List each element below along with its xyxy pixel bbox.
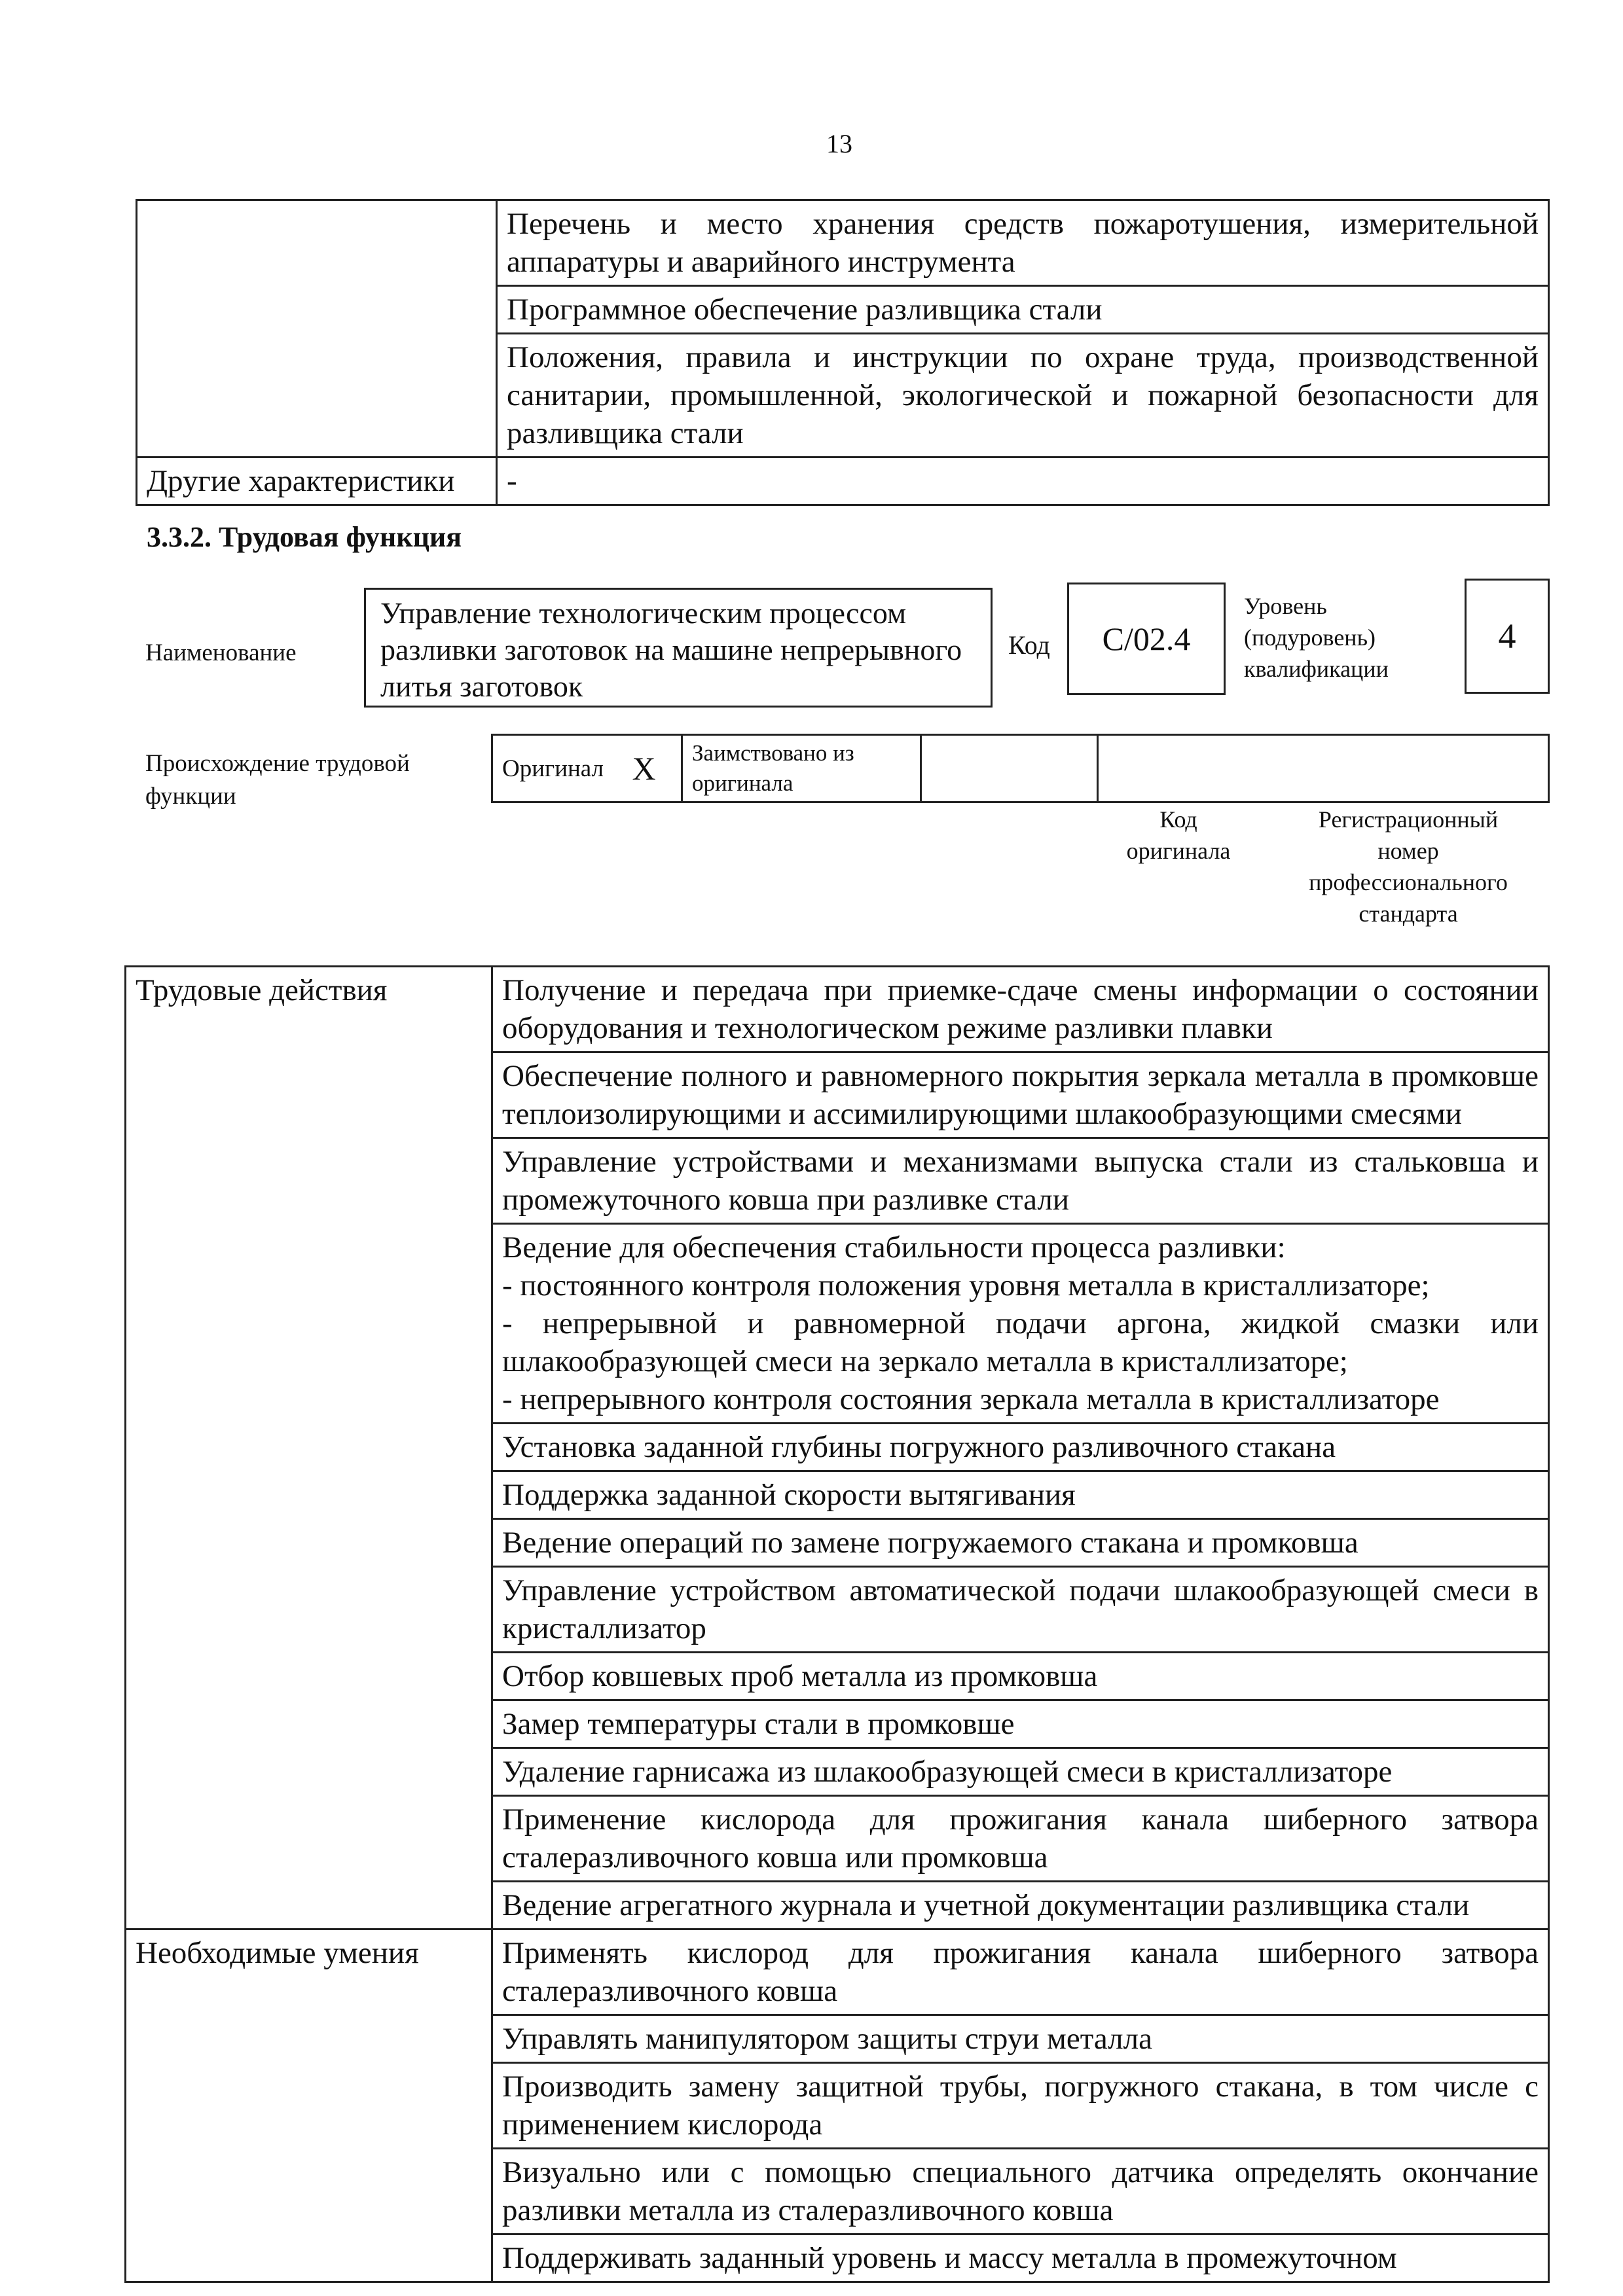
table-cell: Перечень и место хранения средств пожаротушения, измерительной аппаратуры и аварийного инструмента: [497, 200, 1549, 286]
original-code-cell: [921, 735, 1098, 802]
labor-action-item: Установка заданной глубины погружного разливочного стакана: [492, 1424, 1549, 1471]
labor-action-item: Управление устройствами и механизмами выпуска стали из стальковша и промежуточного ковша при разливке стали: [492, 1138, 1549, 1224]
origin-label: Происхождение трудовой функции: [145, 750, 410, 810]
labor-actions-label: Трудовые действия: [126, 967, 492, 1929]
labor-action-item: Поддержка заданной скорости вытягивания: [492, 1471, 1549, 1519]
level-value-box: 4: [1465, 579, 1550, 694]
function-name-box: Управление технологическим процессом разливки заготовок на машине непрерывного литья заготовок: [364, 588, 993, 708]
page-number: 13: [826, 129, 852, 158]
labor-action-item: Замер температуры стали в промковше: [492, 1700, 1549, 1748]
skill-item: Применять кислород для прожигания канала шиберного затвора сталеразливочного ковша: [492, 1929, 1549, 2015]
skill-item: Производить замену защитной трубы, погружного стакана, в том числе с применением кислорода: [492, 2063, 1549, 2149]
labor-action-item: Получение и передача при приемке-сдаче смены информации о состоянии оборудования и технологическом режиме разливки плавки: [492, 967, 1549, 1052]
original-mark: X: [623, 735, 682, 802]
skill-item: Управлять манипулятором защиты струи металла: [492, 2015, 1549, 2063]
table-row-label: [137, 200, 497, 457]
labor-action-item: Применение кислорода для прожигания канала шиберного затвора сталеразливочного ковша или промковша: [492, 1796, 1549, 1882]
labor-action-item: Ведение агрегатного журнала и учетной документации разливщика стали: [492, 1882, 1549, 1929]
code-value-box: C/02.4: [1067, 583, 1226, 695]
skills-label: Необходимые умения: [126, 1929, 492, 2282]
borrowed-label: Заимствовано из оригинала: [682, 735, 921, 802]
table-cell: Положения, правила и инструкции по охране труда, производственной санитарии, промышленной, экологической и пожарной безопасности для разливщика стали: [497, 334, 1549, 457]
registration-caption: Регистрационный номер профессионального стандарта: [1309, 806, 1508, 927]
level-label: Уровень (подуровень) квалификации: [1244, 593, 1389, 682]
table-row-label: Другие характеристики: [137, 457, 497, 505]
origin-table: [491, 734, 1550, 803]
labor-action-item: Обеспечение полного и равномерного покрытия зеркала металла в промковше теплоизолирующими и ассимилирующими шлакообразующими смесями: [492, 1052, 1549, 1138]
name-label: Наименование: [145, 639, 297, 666]
top-characteristics-table: [136, 199, 1550, 506]
labor-function-table: [124, 965, 1550, 2283]
labor-action-item: Удаление гарнисажа из шлакообразующей смеси в кристаллизаторе: [492, 1748, 1549, 1796]
labor-action-item: Ведение операций по замене погружаемого стакана и промковша: [492, 1519, 1549, 1567]
labor-action-item: Ведение для обеспечения стабильности процесса разливки: - постоянного контроля положения уровня металла в кристаллизаторе; - непрерывной и равномерной подачи аргона, жидкой смазки или шлакообразующей смеси на зеркало металла в кристаллизаторе; - непрерывного контроля состояния зеркала металла в кристаллизаторе: [492, 1224, 1549, 1424]
section-title: 3.3.2. Трудовая функция: [147, 521, 462, 553]
table-cell: Программное обеспечение разливщика стали: [497, 286, 1549, 334]
skill-item: Поддерживать заданный уровень и массу металла в промежуточном: [492, 2234, 1549, 2282]
table-cell: -: [497, 457, 1549, 505]
skill-item: Визуально или с помощью специального датчика определять окончание разливки металла из сталеразливочного ковша: [492, 2149, 1549, 2234]
labor-action-item: Отбор ковшевых проб металла из промковша: [492, 1653, 1549, 1700]
original-label: Оригинал: [492, 735, 623, 802]
code-label: Код: [1008, 630, 1050, 660]
labor-action-item: Управление устройством автоматической подачи шлакообразующей смеси в кристаллизатор: [492, 1567, 1549, 1653]
registration-number-cell: [1098, 735, 1549, 802]
code-caption: Код оригинала: [1126, 806, 1231, 864]
